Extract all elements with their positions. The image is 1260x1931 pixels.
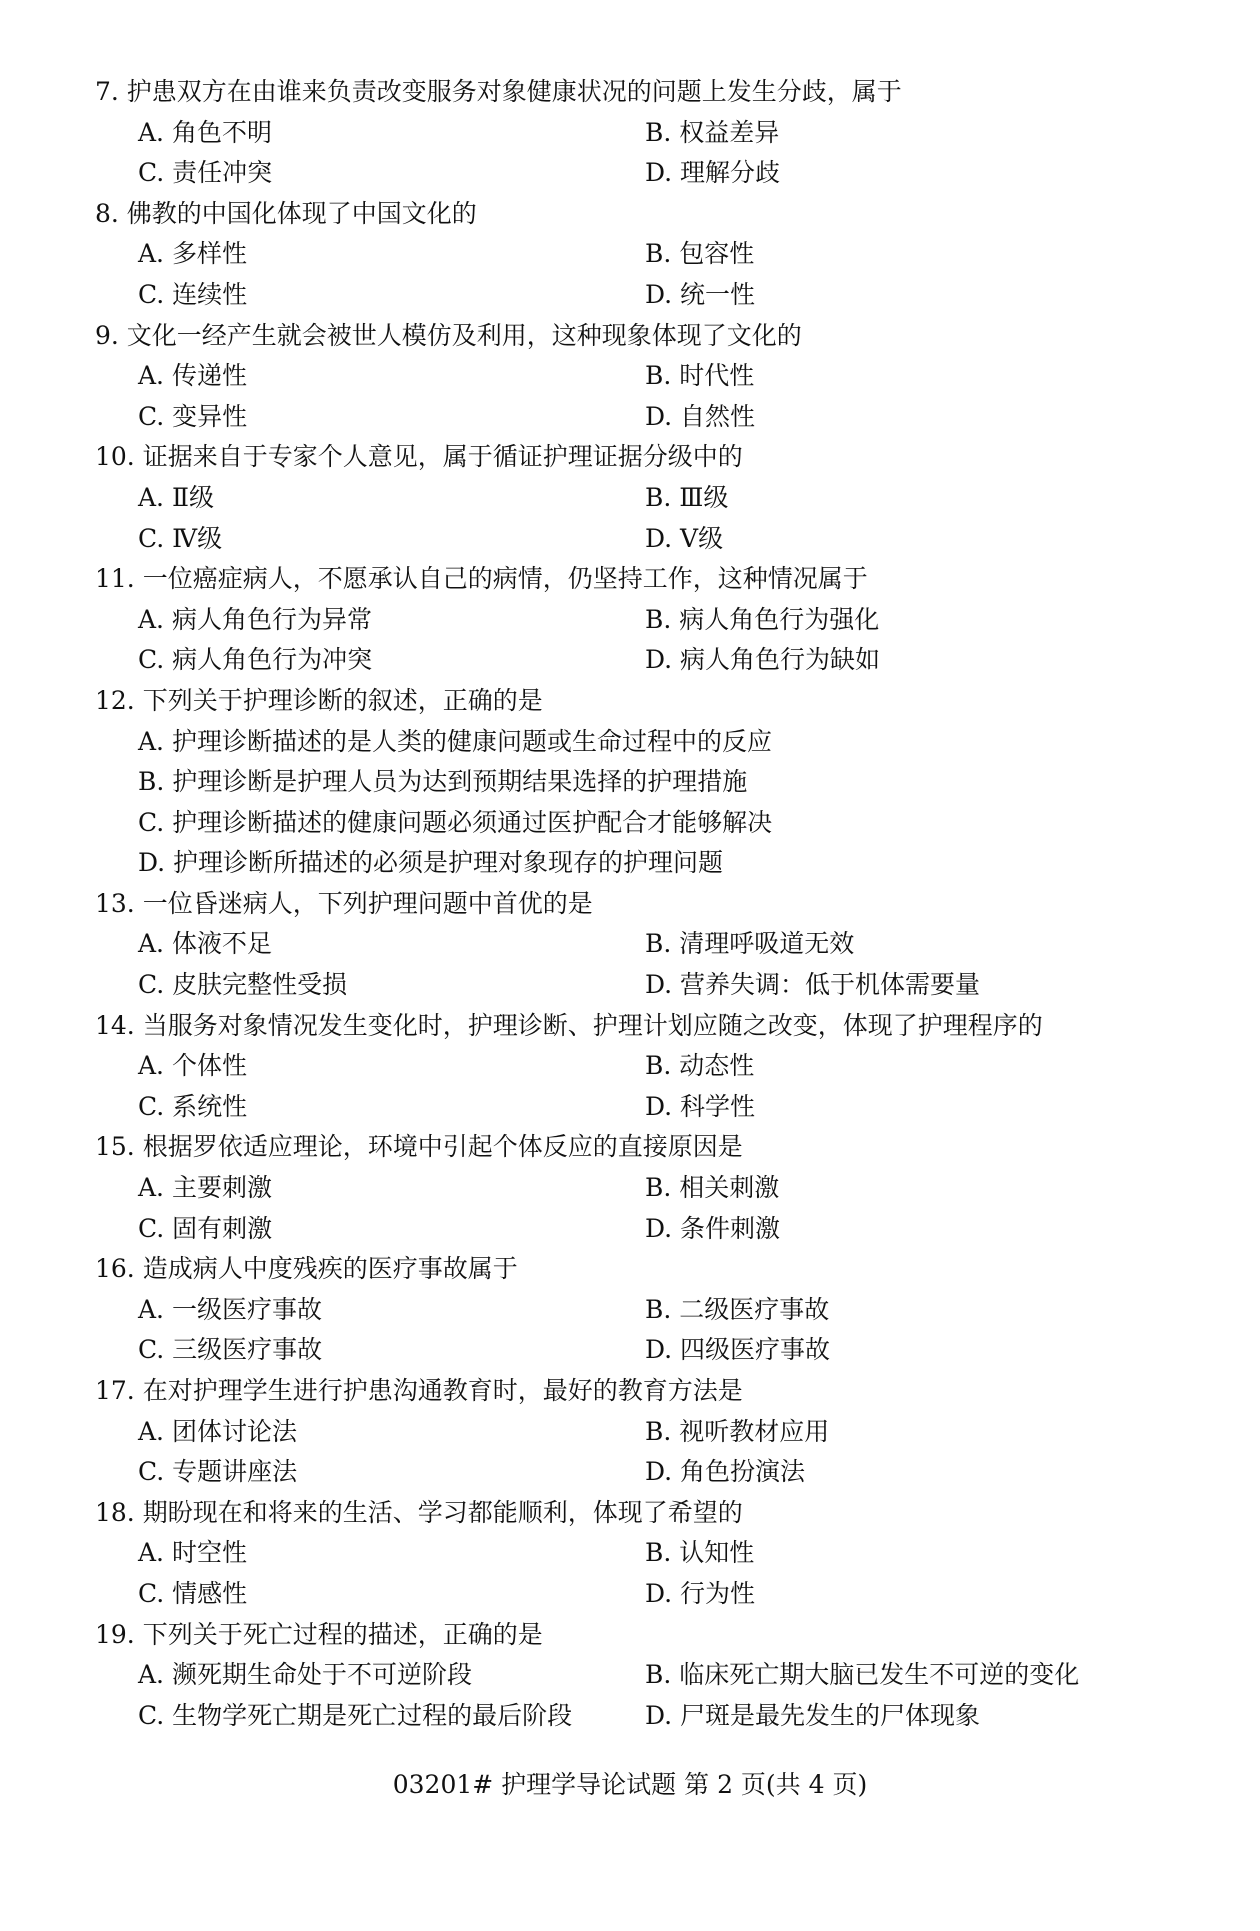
question-18-options-row-2 [0, 1574, 1260, 1615]
question-10-stem: 10. 证据来自于专家个人意见，属于循证护理证据分级中的 [95, 442, 743, 472]
question-11-option-d: D. 病人角色行为缺如 [645, 645, 881, 675]
question-8-option-c: C. 连续性 [138, 279, 248, 309]
question-19-option-d: D. 尸斑是最先发生的尸体现象 [645, 1700, 981, 1730]
question-19-option-b: B. 临床死亡期大脑已发生不可逆的变化 [645, 1660, 1080, 1690]
question-7-option-d: D. 理解分歧 [645, 158, 781, 188]
question-18-option-d: D. 行为性 [645, 1578, 756, 1608]
question-10-option-c: C. Ⅳ级 [138, 523, 223, 553]
question-19-stem: 19. 下列关于死亡过程的描述，正确的是 [95, 1619, 543, 1649]
question-14-option-c: C. 系统性 [138, 1091, 248, 1121]
question-list [0, 72, 1260, 1736]
question-15-option-d: D. 条件刺激 [645, 1213, 781, 1243]
question-18-option-b: B. 认知性 [645, 1538, 755, 1568]
question-13-options-row-2 [0, 965, 1260, 1006]
page-footer: 03201# 护理学导论试题 第 2 页(共 4 页) [392, 1770, 868, 1799]
question-17-options-row-2 [0, 1452, 1260, 1493]
question-16-stem: 16. 造成病人中度残疾的医疗事故属于 [95, 1254, 518, 1284]
question-12-option-b: B. 护理诊断是护理人员为达到预期结果选择的护理措施 [138, 767, 748, 797]
question-17-option-a: A. 团体讨论法 [138, 1416, 297, 1446]
question-17-options-row-1 [0, 1412, 1260, 1453]
question-9-option-b: B. 时代性 [645, 361, 755, 391]
question-11-option-b: B. 病人角色行为强化 [645, 604, 880, 634]
question-19-options-row-1 [0, 1655, 1260, 1696]
question-8-option-b: B. 包容性 [645, 239, 755, 269]
question-7-option-b: B. 权益差异 [645, 117, 780, 147]
question-12-option-d: D. 护理诊断所描述的必须是护理对象现存的护理问题 [138, 848, 724, 878]
question-10-option-b: B. Ⅲ级 [645, 482, 729, 512]
question-14-options-row-2 [0, 1087, 1260, 1128]
question-13-option-a: A. 体液不足 [138, 929, 272, 959]
question-17-option-b: B. 视听教材应用 [645, 1416, 830, 1446]
question-12-option-a: A. 护理诊断描述的是人类的健康问题或生命过程中的反应 [138, 726, 772, 756]
question-19-options-row-2 [0, 1696, 1260, 1737]
question-16-options-row-2 [0, 1330, 1260, 1371]
question-15-option-b: B. 相关刺激 [645, 1173, 780, 1203]
question-12-option-c: C. 护理诊断描述的健康问题必须通过医护配合才能够解决 [138, 807, 773, 837]
question-7-stem: 7. 护患双方在由谁来负责改变服务对象健康状况的问题上发生分歧，属于 [95, 77, 902, 106]
question-16-option-b: B. 二级医疗事故 [645, 1294, 830, 1324]
question-13-option-d: D. 营养失调：低于机体需要量 [645, 970, 981, 1000]
question-9-option-c: C. 变异性 [138, 401, 248, 431]
question-9-option-a: A. 传递性 [138, 361, 247, 391]
question-14-option-a: A. 个体性 [138, 1051, 247, 1081]
question-15-options-row-1 [0, 1168, 1260, 1209]
question-15-option-c: C. 固有刺激 [138, 1213, 273, 1243]
question-10-option-a: A. Ⅱ级 [138, 482, 214, 512]
question-9-options-row-2 [0, 397, 1260, 438]
question-13-stem: 13. 一位昏迷病人，下列护理问题中首优的是 [95, 888, 593, 918]
question-11-option-c: C. 病人角色行为冲突 [138, 645, 373, 675]
question-13-option-b: B. 清理呼吸道无效 [645, 929, 855, 959]
question-8-stem: 8. 佛教的中国化体现了中国文化的 [95, 198, 477, 228]
question-14-option-b: B. 动态性 [645, 1051, 755, 1081]
question-12-stem: 12. 下列关于护理诊断的叙述，正确的是 [95, 685, 543, 715]
question-9-option-d: D. 自然性 [645, 401, 756, 431]
question-10-option-d: D. Ⅴ级 [645, 523, 724, 553]
question-15-option-a: A. 主要刺激 [138, 1173, 272, 1203]
question-8-option-d: D. 统一性 [645, 279, 756, 309]
question-14-stem: 14. 当服务对象情况发生变化时，护理诊断、护理计划应随之改变，体现了护理程序的 [95, 1010, 1043, 1040]
question-18-options-row-1 [0, 1533, 1260, 1574]
question-17-stem: 17. 在对护理学生进行护患沟通教育时，最好的教育方法是 [95, 1376, 743, 1405]
question-10-options-row-2 [0, 519, 1260, 560]
question-8-options-row-1 [0, 234, 1260, 275]
question-8-option-a: A. 多样性 [138, 239, 247, 269]
question-17-option-c: C. 专题讲座法 [138, 1457, 298, 1487]
question-18-option-a: A. 时空性 [138, 1538, 247, 1568]
question-9-options-row-1 [0, 356, 1260, 397]
question-11-options-row-1 [0, 600, 1260, 641]
question-18-stem: 18. 期盼现在和将来的生活、学习都能顺利，体现了希望的 [95, 1497, 743, 1527]
question-9-stem: 9. 文化一经产生就会被世人模仿及利用，这种现象体现了文化的 [95, 320, 802, 350]
question-7-options-row-1 [0, 113, 1260, 154]
question-19-option-a: A. 濒死期生命处于不可逆阶段 [138, 1660, 472, 1690]
question-10-options-row-1 [0, 478, 1260, 519]
question-11-options-row-2 [0, 640, 1260, 681]
question-14-option-d: D. 科学性 [645, 1091, 756, 1121]
question-19-option-c: C. 生物学死亡期是死亡过程的最后阶段 [138, 1700, 573, 1730]
question-8-options-row-2 [0, 275, 1260, 316]
question-16-option-c: C. 三级医疗事故 [138, 1335, 323, 1365]
question-7-option-a: A. 角色不明 [138, 117, 272, 147]
question-7-options-row-2 [0, 153, 1260, 194]
question-15-options-row-2 [0, 1209, 1260, 1250]
question-13-options-row-1 [0, 924, 1260, 965]
question-17-option-d: D. 角色扮演法 [645, 1457, 806, 1487]
question-16-option-d: D. 四级医疗事故 [645, 1335, 831, 1365]
question-15-stem: 15. 根据罗依适应理论，环境中引起个体反应的直接原因是 [95, 1132, 743, 1162]
question-7-option-c: C. 责任冲突 [138, 158, 273, 188]
question-14-options-row-1 [0, 1046, 1260, 1087]
question-13-option-c: C. 皮肤完整性受损 [138, 970, 348, 1000]
question-16-option-a: A. 一级医疗事故 [138, 1294, 322, 1324]
question-18-option-c: C. 情感性 [138, 1578, 248, 1608]
question-16-options-row-1 [0, 1290, 1260, 1331]
question-11-option-a: A. 病人角色行为异常 [138, 604, 372, 634]
question-11-stem: 11. 一位癌症病人，不愿承认自己的病情，仍坚持工作，这种情况属于 [95, 564, 868, 594]
